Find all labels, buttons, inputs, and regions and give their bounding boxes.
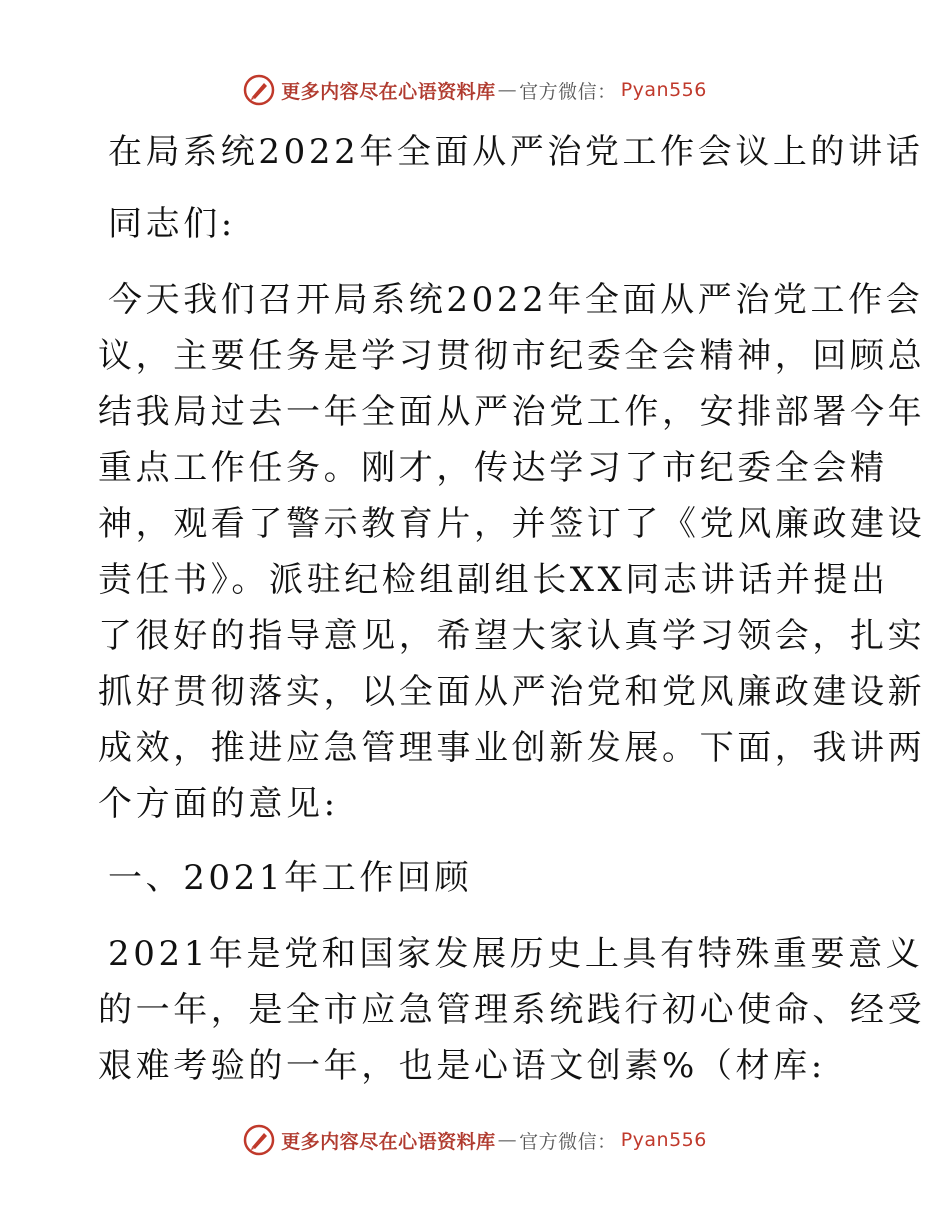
watermark-wechat-id: Pyan556 [620,1129,707,1151]
watermark-header [0,70,950,110]
paragraph-line: 结我局过去一年全面从严治党工作，安排部署今年 [98,392,926,432]
paragraph-line: 责任书》。派驻纪检组副组长XX同志讲话并提出 [98,560,889,600]
paragraph-intro [98,272,926,832]
watermark-wechat-id: Pyan556 [620,79,707,101]
paragraph-line: 2021年是党和国家发展历史上具有特殊重要意义 [108,934,924,974]
paragraph-review [98,926,926,1094]
paragraph-line: 了很好的指导意见，希望大家认真学习领会，扎实 [98,616,926,656]
watermark-label: 官方微信： [519,80,617,103]
watermark-main-text: 更多内容尽在心语资料库 [281,80,496,103]
paragraph-line: 今天我们召开局系统2022年全面从严治党工作会 [108,280,924,320]
watermark-dash: — [497,1129,518,1151]
document-body [98,120,926,1112]
paragraph-line: 的一年，是全市应急管理系统践行初心使命、经受 [98,990,926,1030]
paragraph-line: 个方面的意见: [98,784,339,824]
document-title: 在局系统2022年全面从严治党工作会议上的讲话 [108,132,924,172]
salutation: 同志们: [108,204,236,244]
paragraph-line: 重点工作任务。刚才，传达学习了市纪委全会精 [98,448,888,488]
paragraph-line: 抓好贯彻落实，以全面从严治党和党风廉政建设新 [98,672,926,712]
watermark-dash: — [497,79,518,101]
paragraph-line: 成效，推进应急管理事业创新发展。下面，我讲两 [98,728,926,768]
paragraph-line: 神，观看了警示教育片，并签订了《党风廉政建设 [98,504,926,544]
pen-logo-icon [243,74,275,106]
paragraph-line: 议，主要任务是学习贯彻市纪委全会精神，回顾总 [98,336,926,376]
watermark-footer [0,1120,950,1160]
pen-logo-icon [243,1124,275,1156]
section-heading: 一、2021年工作回顾 [108,858,473,898]
paragraph-line: 艰难考验的一年，也是心语文创素%（材库: [98,1046,826,1086]
watermark-label: 官方微信： [519,1130,617,1153]
watermark-main-text: 更多内容尽在心语资料库 [281,1130,496,1153]
